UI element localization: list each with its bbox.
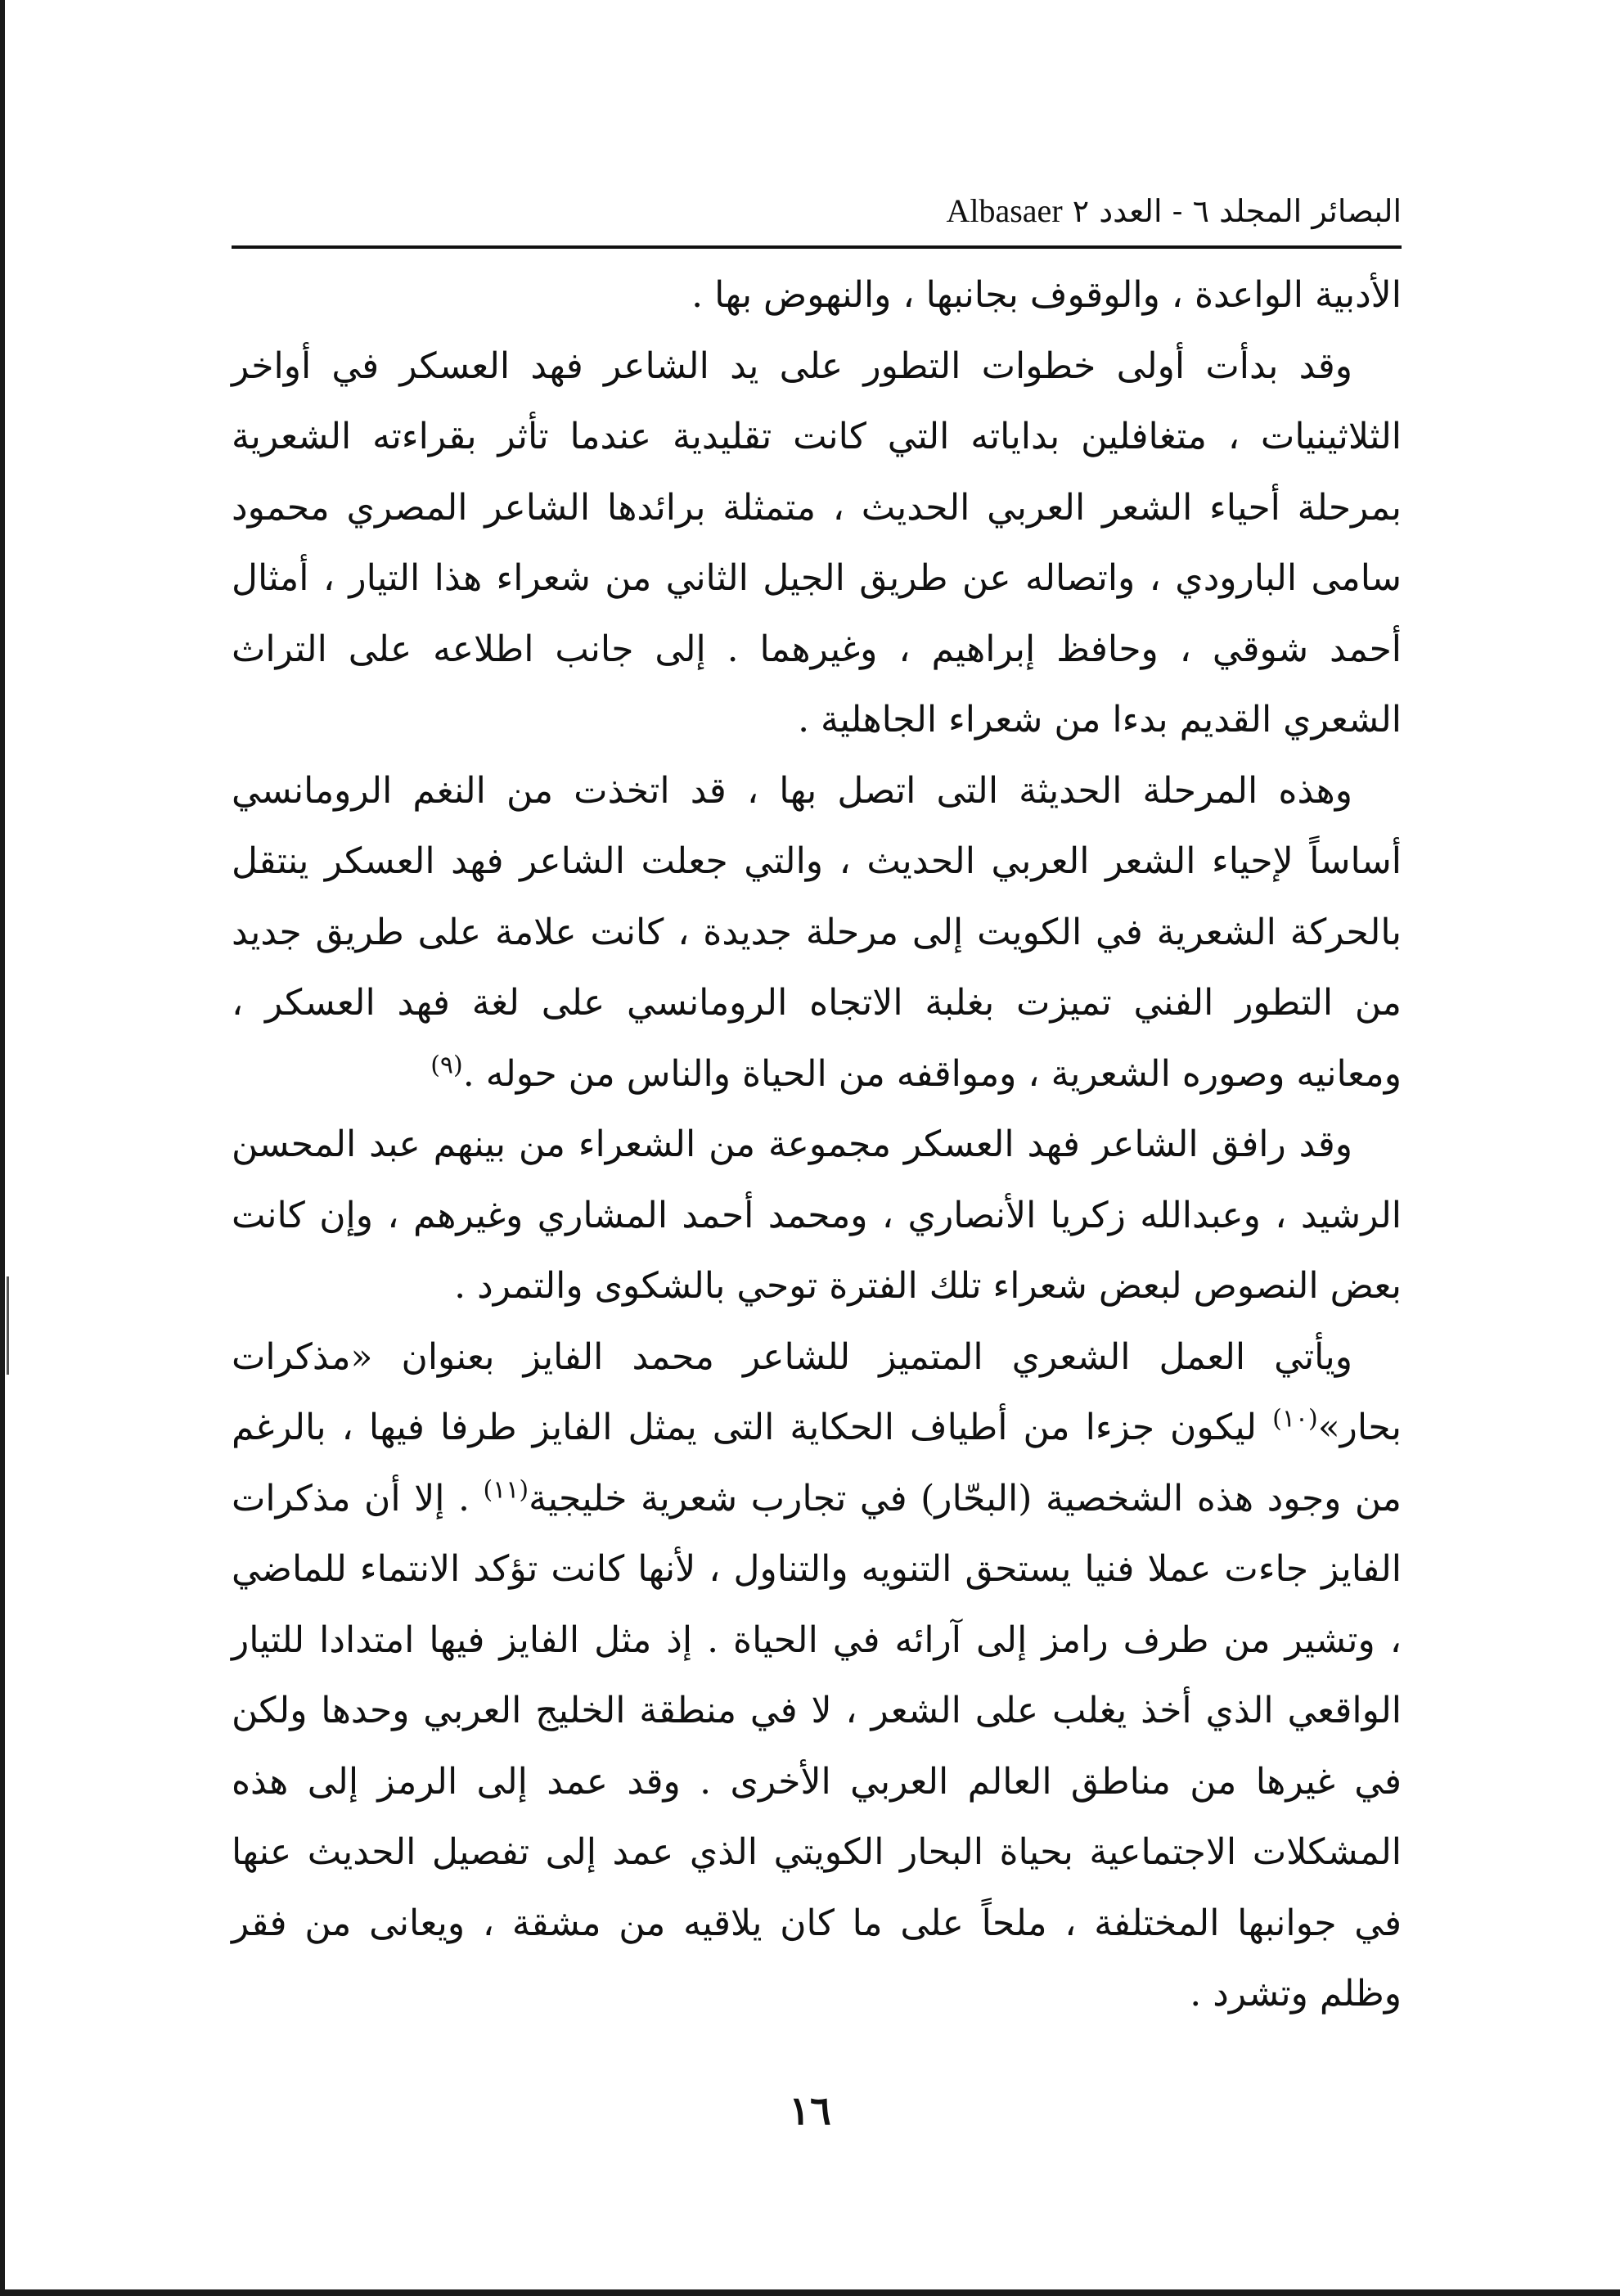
paragraph-5-part-2: ليكون جزءا من أطياف الحكاية التى يمثل الفايز طرفا فيها ، بالرغم من وجود هذه الشخصية (البحّار) في تجارب شعرية خليجية: [232, 1407, 1402, 1519]
journal-title-latin: Albasaer: [946, 192, 1063, 229]
page-number: ١٦: [789, 2088, 831, 2134]
footnote-ref-11: (١١): [483, 1474, 529, 1504]
paragraph-3: [232, 756, 1402, 1110]
scan-edge-left: [0, 0, 5, 2296]
paragraph-4: وقد رافق الشاعر فهد العسكر مجموعة من الشعراء من بينهم عبد المحسن الرشيد ، وعبدالله زكريا الأنصاري ، ومحمد أحمد المشاري وغيرهم ، وإن كانت بعض النصوص لبعض شعراء تلك الفترة توحي بالشكوى والتمرد .: [232, 1123, 1402, 1307]
journal-title-arabic: البصائر المجلد ٦ - العدد ٢: [1072, 193, 1402, 229]
paragraph-3-text: وهذه المرحلة الحديثة التى اتصل بها ، قد اتخذت من النغم الرومانسي أساساً لإحياء الشعر العربي الحديث ، والتي جعلت الشاعر فهد العسكر ينتقل بالحركة الشعرية في الكويت إلى مرحلة جديدة ، كانت علامة على طريق جديد من التطور الفني تميزت بغلبة الاتجاه الرومانسي على لغة فهد العسكر ، ومعانيه وصوره الشعرية ، ومواقفه من الحياة والناس من حوله .: [232, 769, 1402, 1095]
header-rule: [232, 245, 1402, 249]
running-header: [232, 187, 1402, 236]
footnote-ref-9: (٩): [430, 1050, 463, 1079]
article-body: [232, 260, 1402, 2030]
paragraph-5-part-3: . إلا أن مذكرات الفايز جاءت عملا فنيا يستحق التنويه والتناول ، لأنها كانت تؤكد الانتماء للماضي ، وتشير من طرف رامز إلى آرائه في الحياة . إذ مثل الفايز فيها امتدادا للتيار الواقعي الذي أخذ يغلب على الشعر ، لا في منطقة الخليج العربي وحدها ولكن في غيرها من مناطق العالم العربي الأخرى . وقد عمد إلى الرمز إلى هذه المشكلات الاجتماعية بحياة البحار الكويتي الذي عمد إلى تفصيل الحديث عنها في جوانبها المختلفة ، ملحاً على ما كان يلاقيه من مشقة ، ويعانى من فقر وظلم وتشرد .: [232, 1477, 1402, 2015]
paragraph-5: [232, 1322, 1402, 2030]
scan-edge-bottom: [0, 2289, 1620, 2296]
paragraph-1: الأدبية الواعدة ، والوقوف بجانبها ، والنهوض بها .: [691, 274, 1402, 316]
paragraph-2: وقد بدأت أولى خطوات التطور على يد الشاعر فهد العسكر في أواخر الثلاثينيات ، متغافلين بداياته التي كانت تقليدية عندما تأثر بقراءته الشعرية بمرحلة أحياء الشعر العربي الحديث ، متمثلة برائدها الشاعر المصري محمود سامى البارودي ، واتصاله عن طريق الجيل الثاني من شعراء هذا التيار ، أمثال أحمد شوقي ، وحافظ إبراهيم ، وغيرهما . إلى جانب اطلاعه على التراث الشعري القديم بدءا من شعراء الجاهلية .: [232, 344, 1402, 741]
footnote-ref-10: (١٠): [1272, 1404, 1318, 1434]
scan-mark: [7, 1276, 9, 1375]
paragraph-5-part-1: ويأتي العمل الشعري المتميز للشاعر محمد الفايز بعنوان «مذكرات بحار»: [232, 1335, 1402, 1448]
